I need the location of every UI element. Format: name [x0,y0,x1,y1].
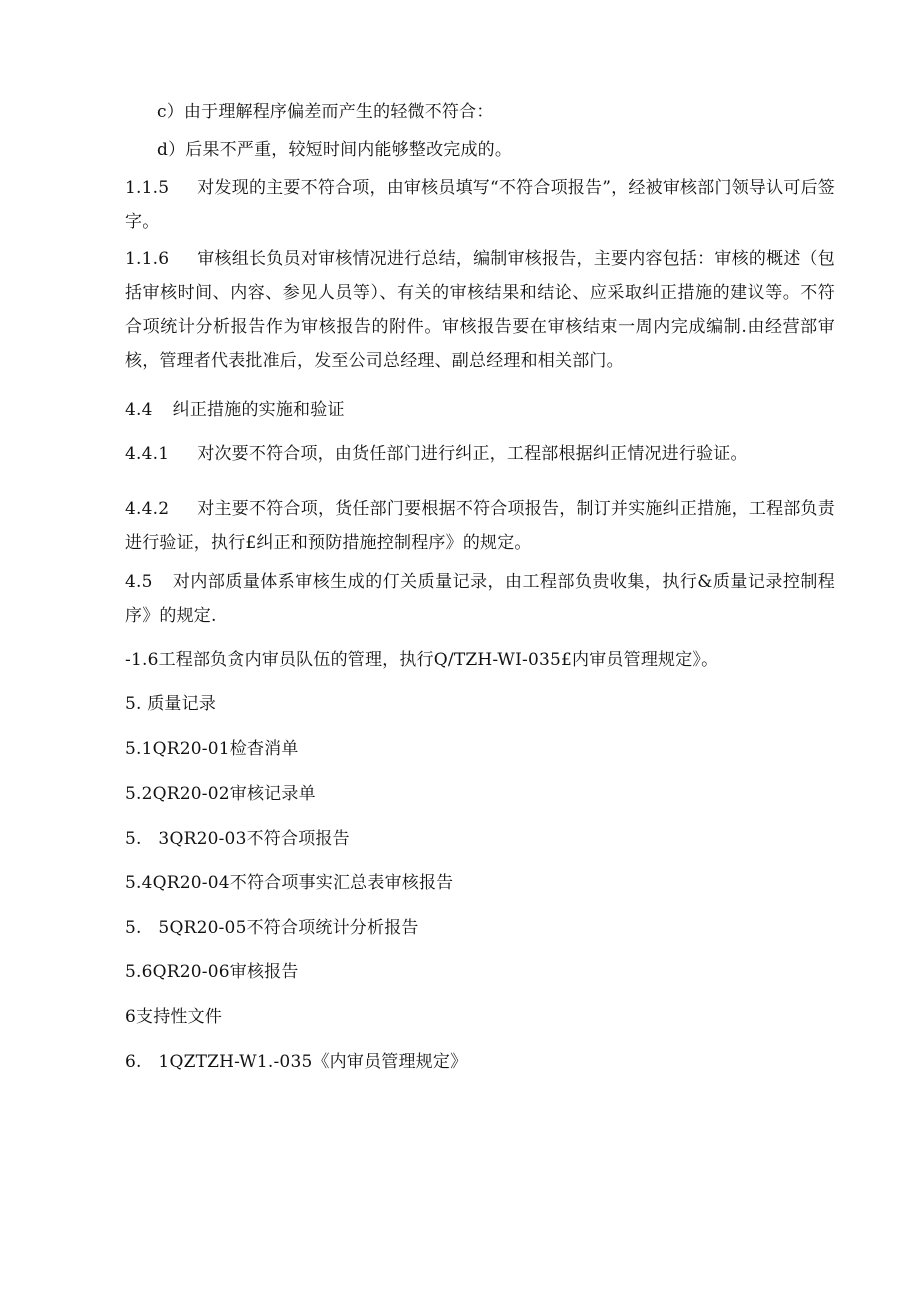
section-4-4-number: 4.4 [125,400,153,420]
section-1-1-6-text: 审核组长负员对审核情况进行总结，编制审核报告，主要内容包括：审核的概述（包括审核时间、内容、参见人员等）、有关的审核结果和结论、应采取纠正措施的建议等。不符合项统计分析报告作为审核报告的附件。审核报告要在审核结束一周内完成编制.由经营部审核，管理者代表批准后，发至公司总经理、副总经理和相关部门。 [125,249,835,371]
record-5-4: 5.4QR20-04不符合项事实汇总表审核报告 [125,873,454,893]
section-4-4 [125,393,345,427]
section-4-5-number: 4.5 [125,572,153,592]
record-5-1: 5.1QR20-01检杳消单 [125,739,299,759]
record-5-5: 5. 5QR20-05不符合项统计分析报告 [125,918,419,938]
section-5-heading: 5. 质量记录 [125,694,217,714]
section-1-1-5-text: 对发现的主要不符合项，由审核员填写“不符合项报告”，经被审核部门领导认可后签字。 [125,178,835,232]
section-4-4-title: 纠正措施的实施和验证 [172,400,345,420]
record-5-2: 5.2QR20-02审核记录单 [125,784,316,804]
section-4-4-2-text: 对主要不符合项，货任部门要根据不符合项报告，制订并实施纠正措施，工程部负责进行验证，执行£纠正和预防措施控制程序》的规定。 [125,499,835,553]
section-4-5-text: 对内部质量体系审核生成的仃关质量记录，由工程部负贵收集，执行&质量记录控制程序》的规定. [125,572,835,626]
section-4-4-1-number: 4.4.1 [125,444,170,464]
section-4-4-2 [125,492,835,560]
section-4-5 [125,565,835,633]
section-1-6: -1.6工程部负贪内审员队伍的管理，执行Q/TZH-WI-035£内审员管理规定》。 [125,650,719,670]
section-4-4-1-text: 对次要不符合项，由货任部门进行纠正，工程部根据纠正情况进行验证。 [197,444,748,464]
section-1-1-5-number: 1.1.5 [125,178,170,198]
section-4-4-1 [125,437,748,471]
section-4-4-2-number: 4.4.2 [125,499,170,519]
section-6-heading: 6支持性文件 [125,1007,223,1027]
section-1-1-6-number: 1.1.6 [125,249,170,269]
section-1-1-6 [125,242,835,378]
item-c: c）由于理解程序偏差而产生的轻微不符合： [157,102,494,122]
record-5-3: 5. 3QR20-03不符合项报告 [125,829,350,849]
section-1-1-5 [125,171,835,239]
record-5-6: 5.6QR20-06审核报告 [125,962,299,982]
reference-6-1: 6. 1QZTZH-W1.-035《内审员管理规定》 [125,1052,468,1072]
item-d: d）后果不严重，较短时间内能够整改完成的。 [157,140,513,160]
